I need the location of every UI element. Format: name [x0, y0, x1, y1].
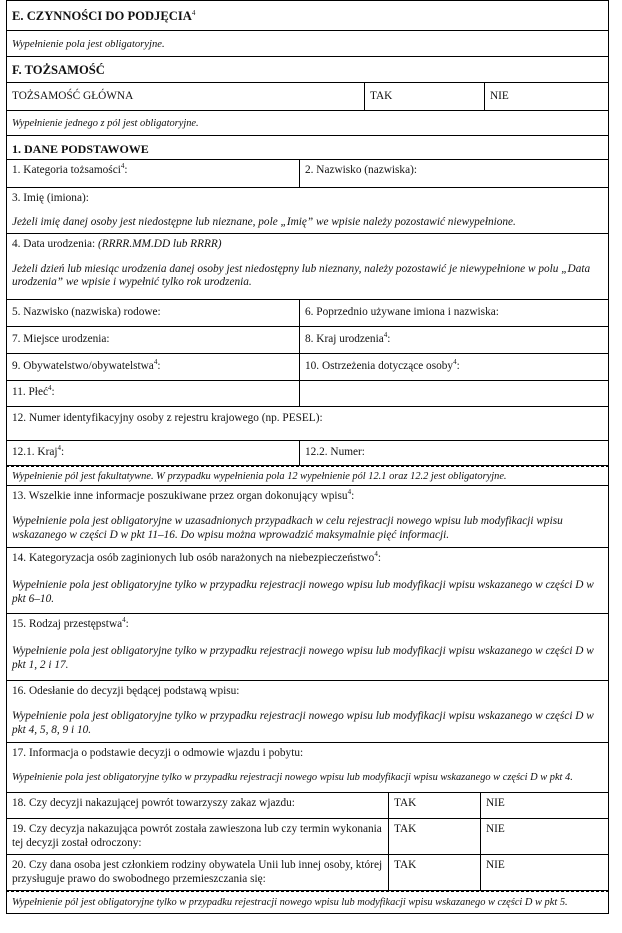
field-decision-suspended-label: 19. Czy decyzja nakazująca powrót została zawieszona lub czy termin wykonania tej decyzji został odroczony: — [12, 823, 382, 849]
field-citizenship-label: 9. Obywatelstwo/obywatelstwa — [12, 360, 154, 372]
field-12-note: Wypełnienie pól jest fakultatywne. W przypadku wypełnienia pola 12 wypełnienie pól 12.1 oraz 12.2 jest obligatoryjne. — [12, 471, 507, 482]
field-previous-names[interactable] — [299, 300, 608, 326]
row-fields-9-10 — [6, 354, 609, 381]
field-sex-label: 11. Płeć — [12, 386, 48, 398]
field-birth-country[interactable]: 8. Kraj urodzenia$^4$: — [299, 327, 608, 353]
field-eu-family-member — [7, 855, 388, 890]
field-national-id-label: 12. Numer identyfikacyjny osoby z rejestru krajowego (np. PESEL): — [12, 412, 323, 424]
footnote-mark: 4 — [374, 550, 378, 559]
row-fields-5-6 — [6, 300, 609, 327]
section-f-title: F. TOŻSAMOŚĆ — [12, 63, 105, 77]
decision-suspended-no-option[interactable]: NIE — [480, 819, 608, 854]
row-note-12 — [6, 466, 609, 486]
field-other-info[interactable]: 13. Wszelkie inne informacje poszukiwane przez organ dokonujący wpisu$^4$: Wypełnienie pola jest obligatoryjne w uzasadnionych przypadkach w celu rejestracji nowego wpisu lub modyfikacji wpisu wskazanego w części D w pkt 11–16. Do wpisu można wprowadzić maksymalnie pięć informacji. — [7, 486, 608, 547]
footnote-mark: 4 — [347, 488, 352, 497]
field-other-info-label: 13. Wszelkie inne informacje poszukiwane przez organ dokonujący wpisu — [12, 490, 348, 502]
field-birth-country-label: 8. Kraj urodzenia — [305, 333, 384, 345]
row-field-14 — [6, 548, 609, 614]
final-note: Wypełnienie pól jest obligatoryjne tylko w przypadku rejestracji nowego wpisu lub modyfikacji wpisu wskazanego w części D w pkt 5. — [12, 897, 568, 908]
field-eu-family-member-label: 20. Czy dana osoba jest członkiem rodziny obywatela Unii lub innej osoby, której przysługuje prawo do swobodnego przemieszczania się: — [12, 859, 383, 885]
decision-suspended-yes-option[interactable]: TAK — [388, 819, 480, 854]
row-field-13 — [6, 486, 609, 548]
field-maiden-name-label: 5. Nazwisko (nazwiska) rodowe: — [12, 306, 161, 318]
eu-family-member-yes-option[interactable]: TAK — [388, 855, 480, 890]
row-field-15 — [6, 614, 609, 681]
identity-no-option[interactable]: NIE — [484, 83, 608, 110]
field-identity-category[interactable]: 1. Kategoria tożsamości$^4$: — [12, 162, 128, 176]
empty-cell — [299, 381, 608, 406]
field-decision-reference[interactable] — [7, 681, 608, 742]
field-entry-ban — [7, 793, 388, 818]
field-decision-suspended — [7, 819, 388, 854]
field-maiden-name[interactable] — [7, 300, 299, 326]
field-birth-date[interactable] — [7, 234, 608, 299]
row-final-note — [6, 891, 609, 914]
field-person-warnings-label: 10. Ostrzeżenia dotyczące osoby — [305, 360, 454, 372]
footnote-mark: 4 — [153, 358, 158, 367]
field-surname-label: 2. Nazwisko (nazwiska): — [305, 164, 417, 176]
field-id-number-label: 12.2. Numer: — [305, 446, 365, 458]
entry-ban-yes-option[interactable]: TAK — [388, 793, 480, 818]
basic-data-header-row — [6, 136, 609, 160]
row-field-11 — [6, 381, 609, 407]
field-offence-type-note: Wypełnienie pola jest obligatoryjne tylko w przypadku rejestracji nowego wpisu lub modyfikacji wpisu wskazanego w części D w pkt 1, 2 i 17. — [12, 645, 594, 671]
footnote-mark: 4 — [47, 384, 52, 393]
row-field-3 — [6, 188, 609, 234]
eu-family-member-no-option[interactable]: NIE — [480, 855, 608, 890]
form-page — [6, 0, 609, 925]
section-f-title-row — [6, 57, 609, 83]
section-e-note: Wypełnienie pola jest obligatoryjne. — [12, 39, 165, 50]
field-decision-reference-label: 16. Odesłanie do decyzji będącej podstawą wpisu: — [12, 685, 240, 697]
row-fields-7-8 — [6, 327, 609, 354]
row-field-4 — [6, 234, 609, 300]
row-fields-1-2 — [6, 160, 609, 188]
field-offence-type-label: 15. Rodzaj przestępstwa — [12, 618, 123, 630]
identity-main-label: TOŻSAMOŚĆ GŁÓWNA — [12, 90, 134, 102]
field-surname[interactable] — [299, 160, 608, 187]
field-identity-category-label: 1. Kategoria tożsamości — [12, 164, 121, 176]
field-birth-place-label: 7. Miejsce urodzenia: — [12, 333, 110, 345]
row-field-18 — [6, 793, 609, 819]
field-previous-names-label: 6. Poprzednio używane imiona i nazwiska: — [305, 306, 499, 318]
field-national-id[interactable] — [7, 407, 608, 440]
field-citizenship[interactable]: 9. Obywatelstwo/obywatelstwa$^4$: — [12, 358, 161, 372]
row-field-12 — [6, 407, 609, 441]
field-decision-reference-note: Wypełnienie pola jest obligatoryjne tylko w przypadku rejestracji nowego wpisu lub modyfikacji wpisu wskazanego w części D w pkt 4, 5, 8, 9 i 10. — [12, 710, 594, 736]
field-birth-date-label: 4. Data urodzenia: — [12, 238, 96, 250]
field-offence-type[interactable]: 15. Rodzaj przestępstwa$^4$: Wypełnienie pola jest obligatoryjne tylko w przypadku rejestracji nowego wpisu lub modyfikacji wpisu wskazanego w części D w pkt 1, 2 i 17. — [7, 614, 608, 680]
field-person-warnings[interactable]: 10. Ostrzeżenia dotyczące osoby$^4$: — [299, 354, 608, 380]
basic-data-header: 1. DANE PODSTAWOWE — [12, 142, 149, 156]
field-first-name-label: 3. Imię (imiona): — [12, 192, 89, 204]
row-field-20 — [6, 855, 609, 891]
section-e-title: E. CZYNNOŚCI DO PODJĘCIA — [12, 9, 192, 23]
field-first-name[interactable] — [7, 188, 608, 233]
field-entry-ban-label: 18. Czy decyzji nakazującej powrót towarzyszy zakaz wjazdu: — [12, 797, 295, 809]
entry-ban-no-option[interactable]: NIE — [480, 793, 608, 818]
field-refusal-basis[interactable] — [7, 743, 608, 792]
field-other-info-note: Wypełnienie pola jest obligatoryjne w uzasadnionych przypadkach w celu rejestracji nowego wpisu lub modyfikacji wpisu wskazanego w części D w pkt 11–16. Do wpisu można wprowadzić maksymalnie pięć informacji. — [12, 515, 563, 541]
row-field-17 — [6, 743, 609, 793]
identity-main-row — [6, 83, 609, 111]
field-id-country-label: 12.1. Kraj — [12, 446, 58, 458]
footnote-mark: 4 — [453, 358, 457, 367]
field-id-country[interactable]: 12.1. Kraj$^4$: — [12, 444, 65, 458]
field-missing-persons-category-label: 14. Kategoryzacja osób zaginionych lub osób narażonych na niebezpieczeństwo — [12, 552, 375, 564]
section-f-note: Wypełnienie jednego z pól jest obligatoryjne. — [12, 118, 199, 129]
field-refusal-basis-note: Wypełnienie pola jest obligatoryjne tylko w przypadku rejestracji nowego wpisu lub modyfikacji wpisu wskazanego w części D w pkt 4. — [12, 772, 573, 783]
field-missing-persons-category[interactable]: 14. Kategoryzacja osób zaginionych lub osób narażonych na niebezpieczeństwo$^4$: Wypełnienie pola jest obligatoryjne tylko w przypadku rejestracji nowego wpisu lub modyfikacji wpisu wskazanego w części D w pkt 6–10. — [7, 548, 608, 613]
identity-yes-option[interactable]: TAK — [364, 83, 484, 110]
row-field-19 — [6, 819, 609, 855]
field-missing-persons-category-note: Wypełnienie pola jest obligatoryjne tylko w przypadku rejestracji nowego wpisu lub modyfikacji wpisu wskazanego w części D w pkt 6–10. — [12, 579, 594, 605]
footnote-mark: 4 — [122, 616, 126, 625]
field-id-number[interactable] — [299, 441, 608, 465]
field-birth-date-note: Jeżeli dzień lub miesiąc urodzenia danej osoby jest niedostępny lub nieznany, należy pozostawić je niewypełnione w polu „Data urodzenia” we wpisie i wypełnić tylko rok urodzenia. — [12, 263, 591, 288]
section-e-title-row — [6, 0, 609, 31]
footnote-mark: 4 — [57, 444, 61, 453]
field-birth-date-format: (RRRR.MM.DD lub RRRR) — [97, 238, 222, 250]
row-field-16 — [6, 681, 609, 743]
field-birth-place[interactable] — [7, 327, 299, 353]
footnote-mark: 4 — [120, 162, 125, 171]
footnote-mark: 4 — [191, 9, 196, 18]
section-e-note-row — [6, 31, 609, 57]
row-fields-12-1-12-2 — [6, 441, 609, 466]
field-first-name-note: Jeżeli imię danej osoby jest niedostępne lub nieznane, pole „Imię” we wpisie należy pozostawić niewypełnione. — [12, 216, 516, 228]
section-f-note-row — [6, 111, 609, 136]
field-sex[interactable]: 11. Płeć$^4$: — [12, 384, 55, 398]
footnote-mark: 4 — [383, 331, 388, 340]
field-refusal-basis-label: 17. Informacja o podstawie decyzji o odmowie wjazdu i pobytu: — [12, 747, 304, 759]
